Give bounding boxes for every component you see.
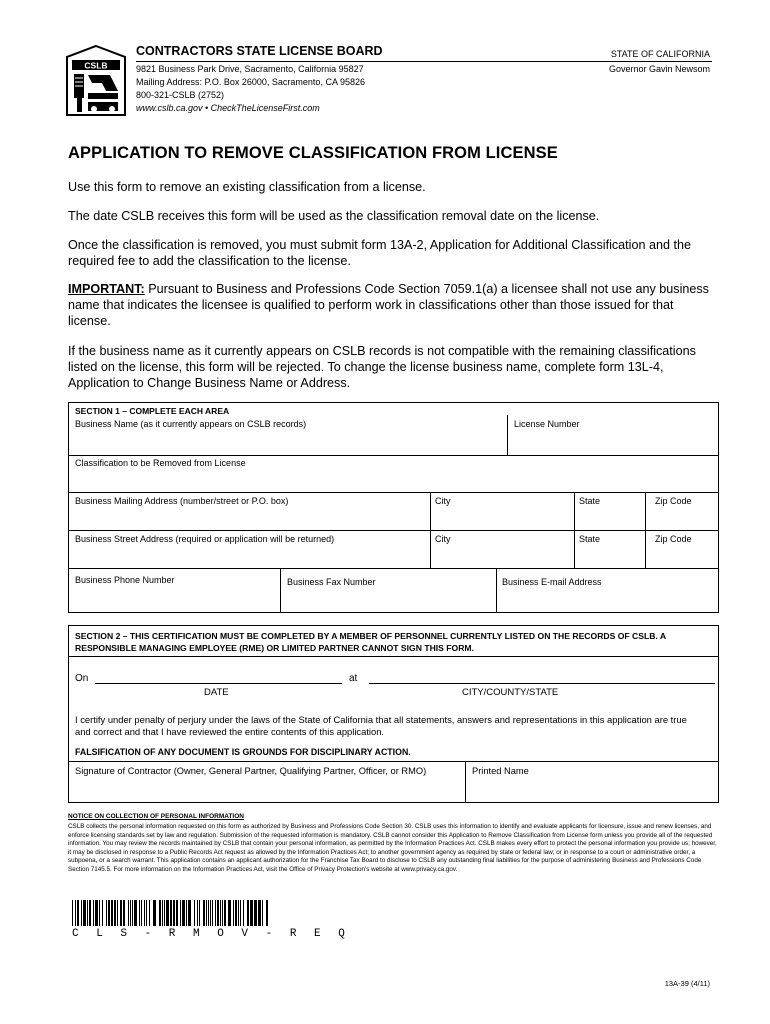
barcode-bar xyxy=(153,900,156,926)
barcode-bar xyxy=(233,900,234,926)
intro-paragraph-5: If the business name as it currently appears on CSLB records is not compatible with the remaining classifications listed on the license, this form will be rejected. To change the license business name, complete form 13L-4, Application to Change Business Name or Address. xyxy=(68,344,696,390)
divider xyxy=(69,761,718,762)
on-label: On xyxy=(75,673,89,684)
barcode-bar xyxy=(240,900,241,926)
barcode-bar xyxy=(180,900,181,926)
barcode-bar xyxy=(159,900,161,926)
business-fax-label: Business Fax Number xyxy=(287,577,376,587)
barcode-bar xyxy=(99,900,100,926)
barcode-bar xyxy=(164,900,165,926)
barcode-bar xyxy=(199,900,200,926)
barcode-bar xyxy=(217,900,219,926)
barcode-bar xyxy=(224,900,226,926)
at-label: at xyxy=(349,673,358,684)
barcode-bar xyxy=(243,900,244,926)
divider xyxy=(496,568,497,613)
barcode-bar xyxy=(117,900,118,926)
barcode-bar xyxy=(182,900,185,926)
important-text: Pursuant to Business and Professions Code Section 7059.1(a) a licensee shall not use any business name that indicates the licensee is qualified to perform work in classifications other than those issued for that license. xyxy=(68,282,709,328)
barcode-text: C L S - R M O V - R E Q xyxy=(72,928,351,940)
divider xyxy=(69,492,718,493)
form-number: 13A-39 (4/11) xyxy=(664,979,710,988)
board-name: CONTRACTORS STATE LICENSE BOARD xyxy=(136,44,383,58)
mailing-address-label: Business Mailing Address (number/street or P.O. box) xyxy=(75,496,289,506)
barcode-bar xyxy=(186,900,187,926)
business-email-label: Business E-mail Address xyxy=(502,577,602,587)
barcode-bar xyxy=(149,900,150,926)
cslb-logo xyxy=(66,45,126,119)
notice-heading: NOTICE ON COLLECTION OF PERSONAL INFORMATION xyxy=(68,813,244,820)
signature-label: Signature of Contractor (Owner, General Partner, Qualifying Partner, Officer, or RMO) xyxy=(75,766,427,776)
barcode-bar xyxy=(206,900,207,926)
barcode-bar xyxy=(262,900,263,926)
section-2 xyxy=(68,625,719,803)
barcode-bar xyxy=(72,900,73,926)
city-county-state-caption: CITY/COUNTY/STATE xyxy=(462,687,559,698)
barcode-bar xyxy=(95,900,98,926)
barcode-bar xyxy=(194,900,195,926)
barcode-bar xyxy=(120,900,122,926)
barcode-bar xyxy=(81,900,82,926)
barcode-bar xyxy=(228,900,231,926)
section-1-heading: SECTION 1 – COMPLETE EACH AREA xyxy=(75,406,230,416)
barcode-bar xyxy=(166,900,169,926)
important-paragraph xyxy=(68,281,718,329)
barcode-bar xyxy=(75,900,76,926)
date-caption: DATE xyxy=(204,687,229,698)
barcode-bar xyxy=(258,900,261,926)
date-line[interactable] xyxy=(95,683,342,684)
barcode-bar xyxy=(266,900,268,926)
location-line[interactable] xyxy=(369,683,715,684)
divider xyxy=(69,530,718,531)
barcode-bar xyxy=(247,900,249,926)
barcode-bar xyxy=(106,900,107,926)
barcode-bar xyxy=(222,900,223,926)
barcode-bar xyxy=(144,900,145,926)
barcode-bar xyxy=(89,900,91,926)
important-label: IMPORTANT: xyxy=(68,282,145,296)
section-2-heading: SECTION 2 – THIS CERTIFICATION MUST BE COMPLETED BY A MEMBER OF PERSONNEL CURRENTLY LISTED ON THE RECORDS OF CSLB. A RESPONSIBLE MANAGING EMPLOYEE (RME) OR LIMITED PARTNER CANNOT SIGN THIS FORM. xyxy=(75,631,666,653)
barcode-bar xyxy=(139,900,140,926)
printed-name-label: Printed Name xyxy=(472,766,529,776)
classification-label: Classification to be Removed from License xyxy=(75,458,246,468)
barcode-bar xyxy=(162,900,163,926)
business-phone-label: Business Phone Number xyxy=(75,575,175,585)
board-phone: 800-321-CSLB (2752) xyxy=(136,90,225,100)
barcode-bar xyxy=(123,900,125,926)
form-title: APPLICATION TO REMOVE CLASSIFICATION FROM LICENSE xyxy=(68,144,558,162)
barcode-bar xyxy=(77,900,79,926)
barcode-bar xyxy=(188,900,191,926)
barcode-bar xyxy=(235,900,237,926)
barcode-bar xyxy=(146,900,147,926)
mailing-state-label: State xyxy=(579,496,601,506)
barcode-bar xyxy=(87,900,88,926)
barcode-bar xyxy=(114,900,116,926)
header-rule xyxy=(136,61,712,62)
barcode-bar xyxy=(108,900,110,926)
mailing-city-label: City xyxy=(435,496,451,506)
barcode-bar xyxy=(83,900,86,926)
street-state-label: State xyxy=(579,534,601,544)
barcode-bar xyxy=(220,900,221,926)
barcode-bar xyxy=(170,900,172,926)
barcode-bar xyxy=(111,900,113,926)
barcode-bar xyxy=(132,900,133,926)
street-city-label: City xyxy=(435,534,451,544)
mailing-address: Mailing Address: P.O. Box 26000, Sacramento, CA 95826 xyxy=(136,77,365,87)
notice-body: CSLB collects the personal information requested on this form as authorized by Business and Professions Code Section 30. CSLB uses this information to identify and evaluate applicants for licensure, issue and renew licenses, and enforce licensing standards set by law and regulation. Submission of the requested information is mandatory. CSLB cannot consider this Application to Remove Classification from License form unless you provide all of the requested information. You may review the records maintained by CSLB that contain your personal information, as permitted by the Information Practices Act. CSLB makes every effort to protect the personal information you provide us; however, it may be disclosed in response to a Public Records Act request as allowed by the Information Practices Act; to another government agency as required by state or federal law; or in response to a court or administrative order, a subpoena, or a search warrant. This application contains an applicant authorization for the Franchise Tax Board to disclose to CSLB any outstanding final liabilities for the purpose of administering Business and Professions Code Section 7145.5. For more information on the Information Practices Act, visit the Office of Privacy Protection's website at www.privacy.ca.gov. xyxy=(68,823,717,873)
intro-paragraph-1: Use this form to remove an existing classification from a license. xyxy=(68,180,426,194)
barcode-bar xyxy=(173,900,175,926)
intro-paragraph-3: Once the classification is removed, you must submit form 13A-2, Application for Additional Classification and the required fee to add the classification to the license. xyxy=(68,238,691,268)
mailing-zip-label: Zip Code xyxy=(655,496,692,506)
barcode-bar xyxy=(250,900,253,926)
board-address: 9821 Business Park Drive, Sacramento, California 95827 xyxy=(136,64,364,74)
barcode-bar xyxy=(212,900,213,926)
governor-label: Governor Gavin Newsom xyxy=(608,64,710,74)
barcode-bar xyxy=(254,900,257,926)
state-label: STATE OF CALIFORNIA xyxy=(610,49,710,59)
barcode-bar xyxy=(197,900,198,926)
barcode-bar xyxy=(130,900,131,926)
section-1 xyxy=(68,402,719,613)
falsification-warning: FALSIFICATION OF ANY DOCUMENT IS GROUNDS FOR DISCIPLINARY ACTION. xyxy=(75,747,411,757)
barcode-bar xyxy=(141,900,142,926)
barcode-bar xyxy=(128,900,129,926)
barcode-bar xyxy=(102,900,103,926)
board-website: www.cslb.ca.gov • CheckTheLicenseFirst.com xyxy=(136,103,320,113)
street-address-label: Business Street Address (required or application will be returned) xyxy=(75,534,335,544)
intro-paragraph-2: The date CSLB receives this form will be used as the classification removal date on the license. xyxy=(68,209,600,223)
barcode-bar xyxy=(134,900,137,926)
barcode-bar xyxy=(208,900,209,926)
barcode-bar xyxy=(210,900,211,926)
business-name-label: Business Name (as it currently appears on CSLB records) xyxy=(75,419,307,429)
certification-text: I certify under penalty of perjury under the laws of the State of California that all statements, answers and representations in this application are true and correct and that I have reviewed the entire contents of this application. xyxy=(75,714,687,737)
divider xyxy=(69,568,718,569)
divider xyxy=(507,415,508,455)
divider xyxy=(69,455,718,456)
barcode-bar xyxy=(176,900,178,926)
logo-text: CSLB xyxy=(84,60,108,71)
divider xyxy=(280,568,281,613)
barcode-bar xyxy=(215,900,216,926)
barcode-bar xyxy=(93,900,94,926)
divider xyxy=(69,656,718,657)
street-zip-label: Zip Code xyxy=(655,534,692,544)
license-number-label: License Number xyxy=(514,419,580,429)
barcode-bar xyxy=(238,900,239,926)
barcode-bar xyxy=(203,900,205,926)
divider xyxy=(465,761,466,803)
